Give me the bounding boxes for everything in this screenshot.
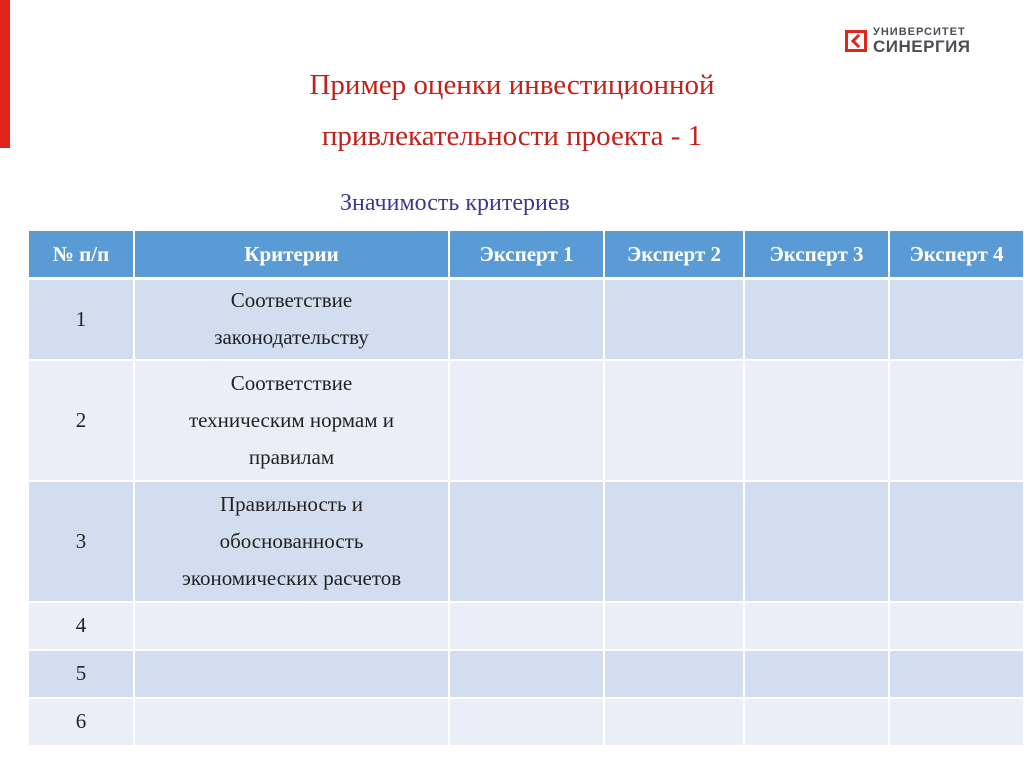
expert-1-cell <box>449 602 604 650</box>
expert-3-cell <box>744 481 889 602</box>
logo-line-university: УНИВЕРСИТЕТ <box>873 26 966 38</box>
table-row <box>29 360 1024 481</box>
synergy-logo <box>845 26 971 56</box>
expert-1-cell <box>449 360 604 481</box>
logo-line-synergy: СИНЕРГИЯ <box>873 37 971 56</box>
expert-2-cell <box>604 650 744 698</box>
expert-4-cell <box>889 602 1024 650</box>
row-criteria <box>134 360 449 481</box>
expert-4-cell <box>889 279 1024 360</box>
criteria-text-line: правилам <box>248 444 335 469</box>
row-number: 4 <box>29 602 134 650</box>
slide-title-line-2: привлекательности проекта - 1 <box>321 120 703 152</box>
row-criteria <box>134 602 449 650</box>
criteria-text-line: техническим нормам и <box>188 407 395 432</box>
header-expert-3: Эксперт 3 <box>744 231 889 279</box>
row-criteria <box>134 650 449 698</box>
expert-3-cell <box>744 650 889 698</box>
header-expert-1: Эксперт 1 <box>449 231 604 279</box>
row-number: 5 <box>29 650 134 698</box>
slide-title <box>0 60 1024 162</box>
criteria-text-line: экономических расчетов <box>181 565 402 590</box>
table-header-row <box>29 231 1024 279</box>
expert-4-cell <box>889 481 1024 602</box>
expert-2-cell <box>604 360 744 481</box>
criteria-text-line: обоснованность <box>219 528 364 553</box>
table-row <box>29 481 1024 602</box>
header-expert-2: Эксперт 2 <box>604 231 744 279</box>
expert-4-cell <box>889 698 1024 746</box>
row-criteria <box>134 279 449 360</box>
expert-3-cell <box>744 698 889 746</box>
header-expert-4: Эксперт 4 <box>889 231 1024 279</box>
criteria-table <box>29 231 1024 747</box>
row-number: 3 <box>29 481 134 602</box>
expert-3-cell <box>744 602 889 650</box>
expert-4-cell <box>889 360 1024 481</box>
criteria-text-line: Правильность и <box>219 491 364 516</box>
expert-1-cell <box>449 481 604 602</box>
criteria-text-line: Соответствие <box>230 288 353 313</box>
table-row <box>29 650 1024 698</box>
expert-1-cell <box>449 279 604 360</box>
table-row <box>29 602 1024 650</box>
row-criteria <box>134 698 449 746</box>
row-number: 6 <box>29 698 134 746</box>
table-row <box>29 279 1024 360</box>
row-number: 1 <box>29 279 134 360</box>
expert-2-cell <box>604 279 744 360</box>
expert-2-cell <box>604 698 744 746</box>
slide-subtitle: Значимость критериев <box>340 190 570 216</box>
expert-3-cell <box>744 279 889 360</box>
header-criteria: Критерии <box>134 231 449 279</box>
expert-4-cell <box>889 650 1024 698</box>
expert-3-cell <box>744 360 889 481</box>
criteria-text-line: законодательству <box>214 325 369 350</box>
expert-2-cell <box>604 481 744 602</box>
row-criteria <box>134 481 449 602</box>
expert-1-cell <box>449 698 604 746</box>
expert-2-cell <box>604 602 744 650</box>
header-number: № п/п <box>29 231 134 279</box>
criteria-text-line: Соответствие <box>230 370 353 395</box>
table-row <box>29 698 1024 746</box>
slide-title-line-1: Пример оценки инвестиционной <box>309 69 715 101</box>
synergy-logo-icon <box>845 30 867 52</box>
expert-1-cell <box>449 650 604 698</box>
row-number: 2 <box>29 360 134 481</box>
